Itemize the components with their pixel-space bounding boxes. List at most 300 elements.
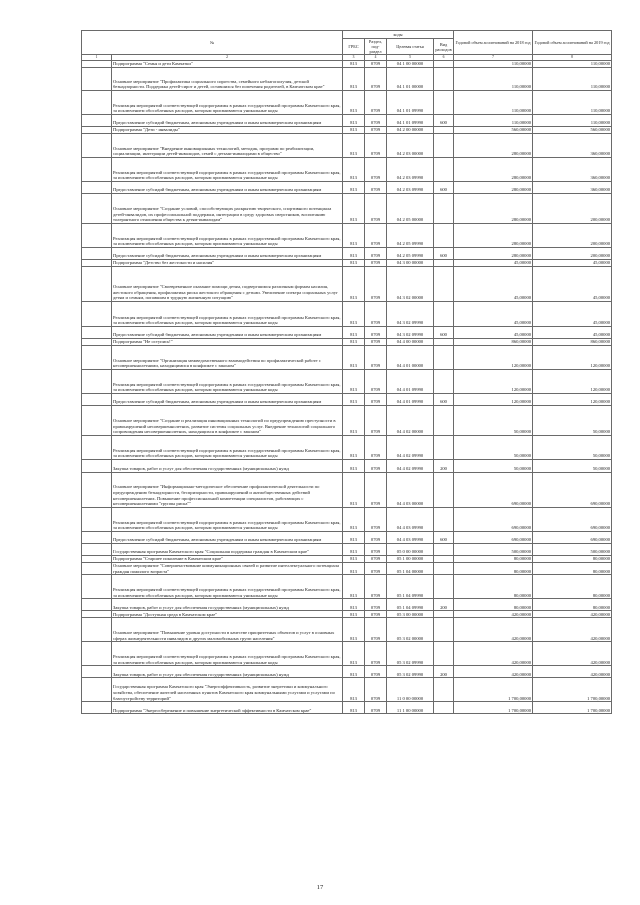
amount-2019-cell: 120,00000 [533,394,612,406]
expense-type-cell: 600 [434,532,454,544]
item-name-cell: Подпрограмма "Старшее поколение в Камчатском крае" [112,556,343,563]
target-article-cell: 04 2 05 09990 [387,224,434,248]
row-number-cell [82,327,112,339]
table-row [82,158,612,182]
razdel-cell: 0709 [365,642,387,666]
razdel-cell: 0709 [365,182,387,194]
amount-2019-cell: 420,00000 [533,618,612,642]
target-article-cell: 04 4 01 09990 [387,370,434,394]
razdel-cell: 0709 [365,599,387,611]
amount-2018-cell: 420,00000 [454,666,533,678]
item-name-cell: Реализация мероприятий соответствующей подпрограммы в рамках государственной программы Камчатского края, за исключением обособленных расходов, которым присваиваются уникальные коды [112,224,343,248]
amount-2018-cell: 420,00000 [454,618,533,642]
table-row [82,182,612,194]
item-name-cell: Предоставление субсидий бюджетным, автономным учреждениям и иным некоммерческим организациям [112,248,343,260]
amount-2018-cell: 110,00000 [454,68,533,91]
target-article-cell: 05 3 02 00000 [387,618,434,642]
grbs-cell: 813 [343,134,365,158]
document-page [81,30,611,714]
row-number-cell [82,248,112,260]
row-number-cell [82,436,112,460]
table-row [82,666,612,678]
item-name-cell: Закупка товаров, работ и услуг для обеспечения государственных (муниципальных) нужд [112,666,343,678]
target-article-cell: 04 2 03 09990 [387,182,434,194]
table-row [82,508,612,532]
item-name-cell: Реализация мероприятий соответствующей подпрограммы в рамках государственной программы Камчатского края, за исключением обособленных расходов, которым присваиваются уникальные коды [112,370,343,394]
column-index: 8 [533,55,612,61]
row-number-cell [82,702,112,714]
grbs-cell: 813 [343,182,365,194]
amount-2018-cell: 280,00000 [454,248,533,260]
row-number-cell [82,642,112,666]
amount-2019-cell: 50,00000 [533,460,612,473]
target-article-cell: 05 0 00 00000 [387,544,434,556]
table-header [82,31,612,61]
amount-2018-cell: 120,00000 [454,370,533,394]
row-number-cell [82,267,112,302]
razdel-cell: 0709 [365,611,387,618]
razdel-cell: 0709 [365,678,387,702]
razdel-cell: 0709 [365,267,387,302]
table-body [82,61,612,714]
amount-2019-cell: 1 700,00000 [533,702,612,714]
grbs-cell: 813 [343,575,365,599]
item-name-cell: Подпрограмма "Доступная среда в Камчатском крае" [112,611,343,618]
amount-2019-cell: 110,00000 [533,91,612,115]
row-number-cell [82,339,112,346]
table-row [82,611,612,618]
header-razdel: Раздел, под-раздел [365,39,387,55]
expense-type-cell [434,68,454,91]
table-row [82,544,612,556]
row-number-cell [82,473,112,508]
target-article-cell: 04 3 00 00000 [387,260,434,267]
table-row [82,260,612,267]
column-index: 7 [454,55,533,61]
amount-2019-cell: 50,00000 [533,406,612,436]
expense-type-cell [434,436,454,460]
razdel-cell: 0709 [365,302,387,327]
razdel-cell: 0709 [365,158,387,182]
grbs-cell: 813 [343,61,365,68]
table-row [82,91,612,115]
razdel-cell: 0709 [365,339,387,346]
amount-2018-cell: 280,00000 [454,194,533,224]
target-article-cell: 05 1 04 09990 [387,599,434,611]
amount-2018-cell: 690,00000 [454,532,533,544]
row-number-cell [82,611,112,618]
table-row [82,134,612,158]
grbs-cell: 813 [343,91,365,115]
razdel-cell: 0709 [365,544,387,556]
row-number-cell [82,563,112,575]
expense-type-cell [434,544,454,556]
grbs-cell: 813 [343,370,365,394]
amount-2019-cell: 80,00000 [533,556,612,563]
item-name-cell: Реализация мероприятий соответствующей подпрограммы в рамках государственной программы Камчатского края, за исключением обособленных расходов, которым присваиваются уникальные коды [112,436,343,460]
table-row [82,327,612,339]
amount-2018-cell: 420,00000 [454,642,533,666]
row-number-cell [82,194,112,224]
target-article-cell: 04 2 03 00000 [387,134,434,158]
table-row [82,473,612,508]
grbs-cell: 813 [343,406,365,436]
grbs-cell: 813 [343,346,365,370]
grbs-cell: 813 [343,68,365,91]
amount-2019-cell: 45,00000 [533,327,612,339]
row-number-cell [82,460,112,473]
row-number-cell [82,260,112,267]
amount-2018-cell: 110,00000 [454,61,533,68]
item-name-cell: Реализация мероприятий соответствующей подпрограммы в рамках государственной программы Камчатского края, за исключением обособленных расходов, которым присваиваются уникальные коды [112,575,343,599]
item-name-cell: Основное мероприятие "Создание условий, способствующих раскрытию творческого, спортивного потенциала детей-инвалидов, их профессиональной поддержки, интеграции в среду здоровых сверстников, воспитанию толерантного отношения общества к детям-инвалидам" [112,194,343,224]
expense-type-cell [434,702,454,714]
amount-2018-cell: 280,00000 [454,134,533,158]
header-codes: коды [343,31,454,39]
budget-table [81,30,612,714]
column-index: 4 [365,55,387,61]
table-row [82,115,612,127]
row-number-cell [82,61,112,68]
item-name-cell: Основное мероприятие "Профилактика социального сиротства, семейного неблагополучия, детской безнадзорности. Поддержка детей-сирот и детей, оставшихся без попечения родителей, в Камчатском крае" [112,68,343,91]
table-row [82,642,612,666]
row-number-cell [82,346,112,370]
grbs-cell: 813 [343,618,365,642]
amount-2018-cell: 1 700,00000 [454,678,533,702]
razdel-cell: 0709 [365,224,387,248]
grbs-cell: 813 [343,394,365,406]
item-name-cell: Реализация мероприятий соответствующей подпрограммы в рамках государственной программы Камчатского края, за исключением обособленных расходов, которым присваиваются уникальные коды [112,508,343,532]
column-index: 1 [82,55,112,61]
amount-2019-cell: 80,00000 [533,575,612,599]
table-row [82,436,612,460]
amount-2019-cell: 360,00000 [533,158,612,182]
item-name-cell: Основное мероприятие "Повышение уровня доступности в качестве приоритетных объектов и услуг в основных сферах жизнедеятельности инвалидов и других маломобильных групп населения" [112,618,343,642]
expense-type-cell [434,194,454,224]
expense-type-cell [434,556,454,563]
column-index: 5 [387,55,434,61]
razdel-cell: 0709 [365,556,387,563]
razdel-cell: 0709 [365,508,387,532]
header-expense-type: Вид расходов [434,39,454,55]
grbs-cell: 813 [343,302,365,327]
target-article-cell: 05 1 04 09990 [387,575,434,599]
target-article-cell: 05 3 02 09990 [387,666,434,678]
target-article-cell: 04 4 02 09990 [387,436,434,460]
razdel-cell: 0709 [365,473,387,508]
grbs-cell: 813 [343,115,365,127]
table-row [82,563,612,575]
table-row [82,556,612,563]
amount-2018-cell: 50,00000 [454,436,533,460]
razdel-cell: 0709 [365,91,387,115]
expense-type-cell [434,642,454,666]
item-name-cell: Подпрограмма "Энергосбережение и повышение энергетической эффективности в Камчатском крае" [112,702,343,714]
row-number-cell [82,544,112,556]
row-number-cell [82,666,112,678]
amount-2018-cell: 500,00000 [454,544,533,556]
expense-type-cell [434,611,454,618]
razdel-cell: 0709 [365,327,387,339]
item-name-cell: Государственная программа Камчатского края "Социальная поддержка граждан в Камчатском крае" [112,544,343,556]
target-article-cell: 05 1 04 00000 [387,563,434,575]
item-name-cell: Государственная программа Камчатского края "Энергоэффективность, развитие энергетики и коммунального хозяйства, обеспечение жителей населенных пунктов Камчатского края коммунальными услугами и услугами по благоустройству территорий" [112,678,343,702]
target-article-cell: 04 4 00 00000 [387,339,434,346]
expense-type-cell [434,508,454,532]
table-row [82,575,612,599]
table-row [82,267,612,302]
target-article-cell: 11 0 00 00000 [387,678,434,702]
amount-2019-cell: 690,00000 [533,508,612,532]
target-article-cell: 04 4 02 00000 [387,406,434,436]
amount-2018-cell: 690,00000 [454,508,533,532]
amount-2018-cell: 80,00000 [454,556,533,563]
item-name-cell: Предоставление субсидий бюджетным, автономным учреждениям и иным некоммерческим организациям [112,327,343,339]
item-name-cell: Предоставление субсидий бюджетным, автономным учреждениям и иным некоммерческим организациям [112,532,343,544]
amount-2019-cell: 45,00000 [533,302,612,327]
razdel-cell: 0709 [365,563,387,575]
amount-2018-cell: 420,00000 [454,611,533,618]
grbs-cell: 813 [343,248,365,260]
item-name-cell: Основное мероприятие "Совершенствование коммуникационных связей и развитие интеллектуального потенциала граждан пожилого возраста" [112,563,343,575]
row-number-cell [82,91,112,115]
amount-2018-cell: 280,00000 [454,158,533,182]
row-number-cell [82,406,112,436]
table-row [82,339,612,346]
page-number: 17 [316,884,324,891]
razdel-cell: 0709 [365,248,387,260]
amount-2019-cell: 690,00000 [533,473,612,508]
row-number-cell [82,115,112,127]
row-number-cell [82,618,112,642]
razdel-cell: 0709 [365,127,387,134]
amount-2018-cell: 45,00000 [454,260,533,267]
item-name-cell: Предоставление субсидий бюджетным, автономным учреждениям и иным некоммерческим организациям [112,394,343,406]
expense-type-cell [434,563,454,575]
amount-2019-cell: 690,00000 [533,532,612,544]
expense-type-cell [434,224,454,248]
row-number-cell [82,556,112,563]
expense-type-cell [434,158,454,182]
column-index: 3 [343,55,365,61]
grbs-cell: 813 [343,599,365,611]
row-number-cell [82,508,112,532]
amount-2019-cell: 80,00000 [533,599,612,611]
amount-2019-cell: 560,00000 [533,127,612,134]
item-name-cell: Реализация мероприятий соответствующей подпрограммы в рамках государственной программы Камчатского края, за исключением обособленных расходов, которым присваиваются уникальные коды [112,642,343,666]
expense-type-cell [434,370,454,394]
amount-2019-cell: 1 700,00000 [533,678,612,702]
item-name-cell: Реализация мероприятий соответствующей подпрограммы в рамках государственной программы Камчатского края, за исключением обособленных расходов, которым присваиваются уникальные коды [112,158,343,182]
table-row [82,302,612,327]
amount-2018-cell: 45,00000 [454,327,533,339]
expense-type-cell [434,575,454,599]
razdel-cell: 0709 [365,194,387,224]
grbs-cell: 813 [343,267,365,302]
expense-type-cell: 200 [434,460,454,473]
razdel-cell: 0709 [365,618,387,642]
razdel-cell: 0709 [365,68,387,91]
target-article-cell: 04 3 02 09990 [387,327,434,339]
item-name-cell: Реализация мероприятий соответствующей подпрограммы в рамках государственной программы Камчатского края, за исключением обособленных расходов, которым присваиваются уникальные коды [112,91,343,115]
amount-2019-cell: 45,00000 [533,260,612,267]
expense-type-cell [434,127,454,134]
amount-2019-cell: 110,00000 [533,68,612,91]
table-row [82,68,612,91]
row-number-cell [82,158,112,182]
row-number-cell [82,575,112,599]
item-name-cell: Подпрограмма "Семья и дети Камчатки" [112,61,343,68]
target-article-cell: 04 4 01 00000 [387,346,434,370]
amount-2019-cell: 200,00000 [533,194,612,224]
grbs-cell: 813 [343,702,365,714]
grbs-cell: 813 [343,544,365,556]
table-row [82,194,612,224]
razdel-cell: 0709 [365,460,387,473]
razdel-cell: 0709 [365,532,387,544]
column-index: 2 [112,55,343,61]
table-row [82,346,612,370]
grbs-cell: 813 [343,436,365,460]
expense-type-cell [434,61,454,68]
item-name-cell: Закупка товаров, работ и услуг для обеспечения государственных (муниципальных) нужд [112,460,343,473]
target-article-cell: 04 1 00 00000 [387,61,434,68]
row-number-cell [82,224,112,248]
razdel-cell: 0709 [365,406,387,436]
table-row [82,248,612,260]
expense-type-cell [434,406,454,436]
column-index: 6 [434,55,454,61]
row-number-cell [82,127,112,134]
target-article-cell: 04 2 05 09990 [387,248,434,260]
grbs-cell: 813 [343,611,365,618]
amount-2019-cell: 860,00000 [533,339,612,346]
item-name-cell: Предоставление субсидий бюджетным, автономным учреждениям и иным некоммерческим организациям [112,182,343,194]
item-name-cell: Предоставление субсидий бюджетным, автономным учреждениям и иным некоммерческим организациям [112,115,343,127]
expense-type-cell: 600 [434,248,454,260]
amount-2018-cell: 80,00000 [454,575,533,599]
target-article-cell: 04 2 03 09990 [387,158,434,182]
amount-2018-cell: 45,00000 [454,302,533,327]
grbs-cell: 813 [343,127,365,134]
row-number-cell [82,532,112,544]
amount-2018-cell: 50,00000 [454,406,533,436]
grbs-cell: 813 [343,666,365,678]
expense-type-cell [434,346,454,370]
grbs-cell: 813 [343,473,365,508]
amount-2019-cell: 420,00000 [533,666,612,678]
row-number-cell [82,302,112,327]
target-article-cell: 11 1 00 00000 [387,702,434,714]
expense-type-cell [434,678,454,702]
razdel-cell: 0709 [365,346,387,370]
expense-type-cell [434,267,454,302]
amount-2019-cell: 500,00000 [533,544,612,556]
table-row [82,599,612,611]
header-year-2018: Годовой объем ассигнований на 2018 год [454,31,533,55]
grbs-cell: 813 [343,339,365,346]
amount-2019-cell: 420,00000 [533,642,612,666]
table-row [82,394,612,406]
grbs-cell: 813 [343,327,365,339]
item-name-cell: Основное мероприятие "Информационно-методическое обеспечение профилактической деятельности по предупреждению безнадзорности, беспризорности, правонарушений и антиобщественных действий несовершеннолетних. Повышение профессиональной компетенции специалистов, работающих с несовершеннолетними "группы риска"" [112,473,343,508]
target-article-cell: 04 2 00 00000 [387,127,434,134]
expense-type-cell [434,618,454,642]
amount-2019-cell: 110,00000 [533,115,612,127]
table-row [82,678,612,702]
razdel-cell: 0709 [365,436,387,460]
amount-2019-cell: 360,00000 [533,182,612,194]
target-article-cell: 04 1 01 00000 [387,68,434,91]
amount-2019-cell: 200,00000 [533,248,612,260]
expense-type-cell: 600 [434,327,454,339]
expense-type-cell: 200 [434,599,454,611]
expense-type-cell: 600 [434,182,454,194]
header-grbs: ГРБС [343,39,365,55]
razdel-cell: 0709 [365,666,387,678]
row-number-cell [82,678,112,702]
razdel-cell: 0709 [365,61,387,68]
amount-2019-cell: 80,00000 [533,563,612,575]
amount-2018-cell: 560,00000 [454,127,533,134]
row-number-cell [82,370,112,394]
grbs-cell: 813 [343,508,365,532]
amount-2018-cell: 120,00000 [454,394,533,406]
item-name-cell: Подпрограмма "Дети - инвалиды" [112,127,343,134]
table-row [82,127,612,134]
grbs-cell: 813 [343,260,365,267]
amount-2018-cell: 1 700,00000 [454,702,533,714]
amount-2018-cell: 80,00000 [454,563,533,575]
row-number-cell [82,182,112,194]
razdel-cell: 0709 [365,134,387,158]
target-article-cell: 04 3 02 00000 [387,267,434,302]
expense-type-cell [434,91,454,115]
amount-2019-cell: 420,00000 [533,611,612,618]
razdel-cell: 0709 [365,115,387,127]
target-article-cell: 04 4 03 09990 [387,508,434,532]
table-row [82,61,612,68]
grbs-cell: 813 [343,224,365,248]
target-article-cell: 04 4 01 09990 [387,394,434,406]
table-row [82,406,612,436]
amount-2019-cell: 360,00000 [533,134,612,158]
amount-2018-cell: 860,00000 [454,339,533,346]
target-article-cell: 04 1 01 09990 [387,91,434,115]
item-name-cell: Подпрограмма "Детство без жестокости и насилия" [112,260,343,267]
grbs-cell: 813 [343,556,365,563]
amount-2019-cell: 120,00000 [533,346,612,370]
target-article-cell: 04 4 03 09990 [387,532,434,544]
row-number-cell [82,394,112,406]
amount-2018-cell: 280,00000 [454,224,533,248]
amount-2018-cell: 110,00000 [454,91,533,115]
item-name-cell: Подпрограмма "Не оступись!" [112,339,343,346]
grbs-cell: 813 [343,563,365,575]
table-row [82,224,612,248]
expense-type-cell [434,134,454,158]
expense-type-cell [434,473,454,508]
header-number: № [82,31,343,55]
grbs-cell: 813 [343,678,365,702]
razdel-cell: 0709 [365,370,387,394]
amount-2019-cell: 110,00000 [533,61,612,68]
item-name-cell: Основное мероприятие "Организация межведомственного взаимодействия по профилактической работе с несовершеннолетними, находящимися в конфликте с законом" [112,346,343,370]
target-article-cell: 04 3 02 09990 [387,302,434,327]
item-name-cell: Закупка товаров, работ и услуг для обеспечения государственных (муниципальных) нужд [112,599,343,611]
table-row [82,618,612,642]
item-name-cell: Реализация мероприятий соответствующей подпрограммы в рамках государственной программы Камчатского края, за исключением обособленных расходов, которым присваиваются уникальные коды [112,302,343,327]
